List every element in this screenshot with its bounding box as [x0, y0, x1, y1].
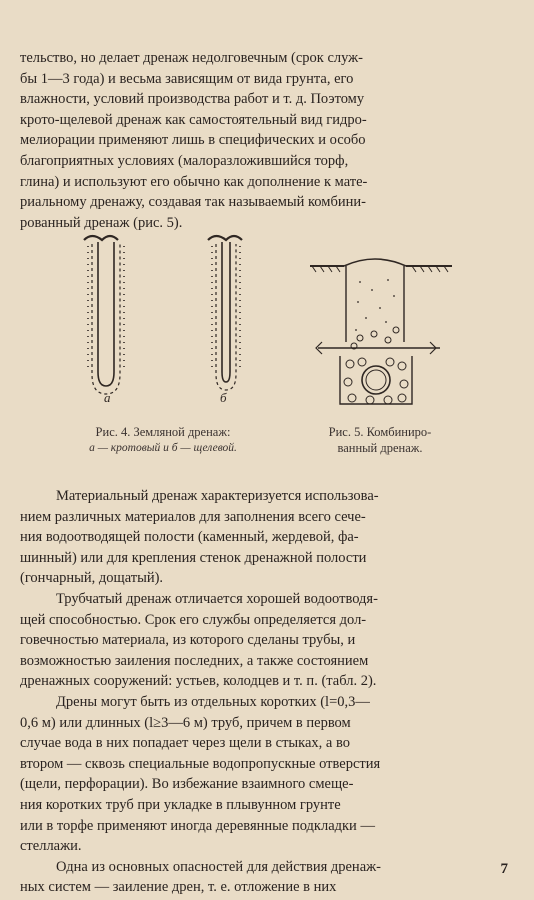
slot-drain-figure: [208, 236, 242, 390]
text-line: Материальный дренаж характеризуется использова-: [56, 488, 379, 504]
figure4-label-a: а: [104, 390, 111, 405]
text-line: рованный дренаж (рис. 5).: [20, 214, 183, 231]
top-paragraph: [20, 48, 492, 233]
text-line: Одна из основных опасностей для действия дренаж-: [56, 858, 381, 875]
figure4-caption: [58, 424, 268, 456]
text-line: (щели, перфорации). Во избежание взаимного смеще-: [20, 776, 354, 793]
body-text: [20, 486, 492, 898]
text-line: благоприятных условиях (малоразложившийся торф,: [20, 152, 349, 169]
mole-drain-figure: [84, 236, 124, 394]
text-line: нием различных материалов для заполнения всего сече-: [20, 508, 366, 525]
text-line: Дрены могут быть из отдельных коротких (l=0,3—: [56, 693, 370, 710]
text-line: ния коротких труб при укладке в плывунном грунте: [20, 796, 341, 813]
text-line: случае вода в них попадает через щели в стыках, а во: [20, 735, 350, 752]
text-line: возможностью заиления последних, а также состоянием: [20, 652, 369, 669]
figure4-caption-line2: а — кротовый и б — щелевой.: [89, 442, 237, 454]
text-line: втором — сквозь специальные водопропускные отверстия: [20, 755, 381, 772]
text-line: влажности, условий производства работ и т. д. Поэтому: [20, 91, 365, 108]
text-line: бы 1—3 года) и весьма зависящим от вида грунта, его: [20, 70, 354, 87]
text-line: ных систем — заиление дрен, т. е. отложение в них: [20, 879, 337, 896]
text-line: шинный) или для крепления стенок дренажной полости: [20, 549, 367, 566]
figure5-caption-line1: Рис. 5. Комбиниро-: [328, 425, 432, 439]
text-line: стеллажи.: [20, 838, 82, 855]
figure4-label-b: б: [220, 390, 227, 405]
figure4-drawing: [0, 222, 534, 422]
combined-drain-figure: [310, 259, 452, 404]
text-line: или в торфе применяют иногда деревянные подкладки —: [20, 817, 375, 834]
figures-block: [0, 222, 534, 482]
text-line: Трубчатый дренаж отличается хорошей водоотводя-: [56, 590, 378, 607]
text-line: (гончарный, дощатый).: [20, 570, 164, 587]
text-line: крото-щелевой дренаж как самостоятельный вид гидро-: [20, 111, 367, 128]
text-line: риальному дренажу, создавая так называемый комбини-: [20, 194, 366, 211]
text-line: 0,6 м) или длинных (l≥3—6 м) труб, причем в первом: [20, 714, 351, 731]
text-line: дренажных сооружений: устьев, колодцев и т. п. (табл. 2).: [20, 673, 377, 690]
figure5-caption-line2: ванный дренаж.: [337, 441, 423, 455]
text-line: мелиорации применяют лишь в специфических и особо: [20, 132, 366, 149]
page-number: 7: [500, 861, 508, 877]
figure5-caption: [296, 424, 464, 456]
text-line: тельство, но делает дренаж недолговечным (срок служ-: [20, 50, 364, 66]
text-line: ния водоотводящей полости (каменный, жердевой, фа-: [20, 529, 359, 546]
text-line: щей способностью. Срок его службы определяется дол-: [20, 611, 367, 628]
text-line: говечностью материала, из которого сделаны трубы, и: [20, 632, 356, 649]
text-line: глина) и используют его обычно как дополнение к мате-: [20, 173, 368, 190]
figure4-caption-line1: Рис. 4. Земляной дренаж:: [95, 425, 231, 439]
